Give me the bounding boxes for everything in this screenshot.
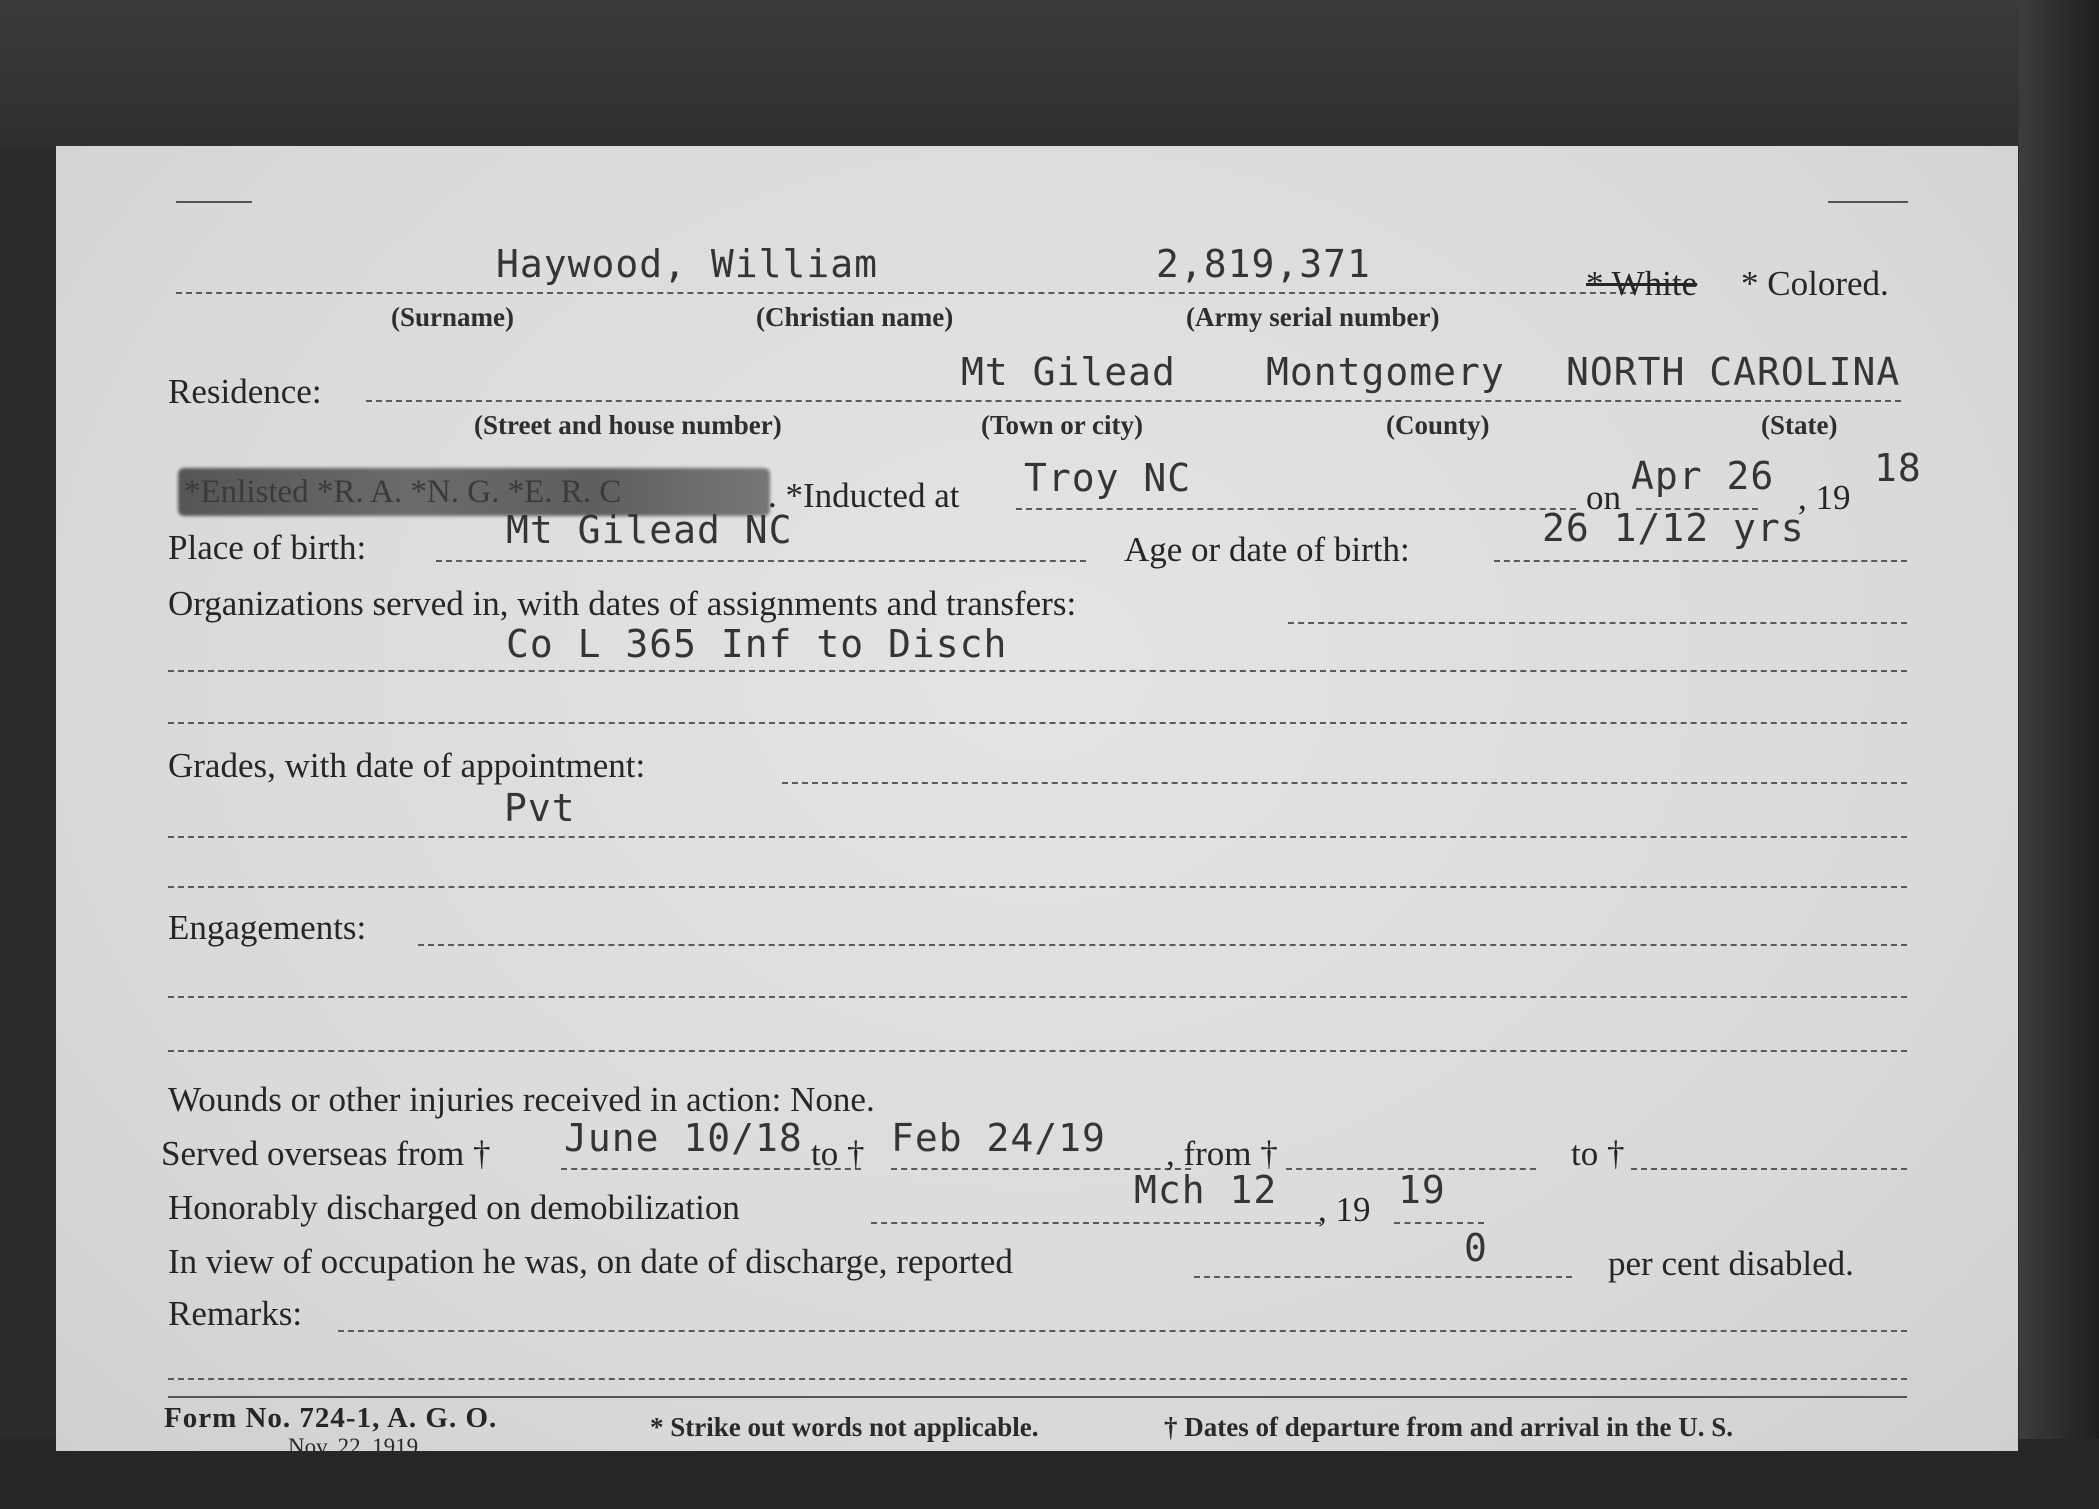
inducted-year: 18 — [1874, 446, 1922, 490]
residence-label: Residence: — [168, 372, 322, 411]
footnote-dates: † Dates of departure from and arrival in the U. S. — [1164, 1412, 1733, 1442]
white-option: * White — [1586, 264, 1698, 303]
service-record-card — [56, 146, 2018, 1459]
footnote-strike: * Strike out words not applicable. — [650, 1412, 1039, 1442]
discharge-year-line — [1394, 1222, 1484, 1224]
engagements-line-2 — [168, 996, 1907, 998]
grades-line-3 — [168, 886, 1907, 888]
corner-mark-left — [176, 201, 252, 203]
form-number: Form No. 724-1, A. G. O. — [164, 1402, 498, 1434]
overseas-from-date: June 10/18 — [564, 1116, 803, 1160]
discharge-year: 19 — [1398, 1168, 1446, 1212]
age-line — [1494, 560, 1907, 562]
surname-caption: (Surname) — [391, 302, 514, 332]
disability-value: 0 — [1464, 1226, 1488, 1270]
name-value: Haywood, William — [496, 242, 879, 286]
discharge-date-line — [871, 1222, 1321, 1224]
residence-state: NORTH CAROLINA — [1566, 350, 1901, 394]
footer-rule — [168, 1396, 1907, 1398]
colored-option: * Colored. — [1741, 264, 1889, 303]
county-caption: (County) — [1386, 410, 1490, 440]
remarks-label: Remarks: — [168, 1294, 303, 1333]
wounds-label: Wounds or other injuries received in action: None. — [168, 1080, 875, 1119]
disability-label: In view of occupation he was, on date of discharge, reported — [168, 1242, 1013, 1281]
on-label: on — [1586, 478, 1621, 517]
remarks-line-1 — [338, 1330, 1907, 1332]
inducted-label: . *Inducted at — [768, 476, 960, 515]
town-caption: (Town or city) — [981, 410, 1143, 440]
enlistment-options: *Enlisted *R. A. *N. G. *E. R. C — [184, 474, 622, 510]
birthplace-line — [436, 560, 1086, 562]
grades-line-1 — [782, 782, 1907, 784]
overseas-to-label: to † — [811, 1134, 865, 1173]
overseas-to2-line — [1631, 1168, 1907, 1170]
inducted-year-prefix: , 19 — [1798, 478, 1851, 517]
grades-label: Grades, with date of appointment: — [168, 746, 646, 785]
overseas-label: Served overseas from † — [161, 1134, 491, 1173]
christian-name-caption: (Christian name) — [756, 302, 954, 332]
inducted-date: Apr 26 — [1631, 454, 1775, 498]
disability-line — [1194, 1276, 1572, 1278]
residence-town: Mt Gilead — [961, 350, 1176, 394]
grades-line-2 — [168, 836, 1907, 838]
discharge-date: Mch 12 — [1134, 1168, 1278, 1212]
overseas-from2-label: , from † — [1166, 1134, 1278, 1173]
serial-caption: (Army serial number) — [1186, 302, 1440, 332]
engagements-line-3 — [168, 1050, 1907, 1052]
organizations-line-2 — [168, 670, 1907, 672]
remarks-line-2 — [168, 1378, 1907, 1380]
age-value: 26 1/12 yrs — [1542, 506, 1805, 550]
overseas-to2-label: to † — [1571, 1134, 1625, 1173]
scan-background-top — [0, 0, 2099, 150]
serial-value: 2,819,371 — [1156, 242, 1371, 286]
organizations-line-1 — [1288, 622, 1907, 624]
birthplace-label: Place of birth: — [168, 528, 367, 567]
disability-suffix: per cent disabled. — [1608, 1244, 1854, 1283]
corner-mark-right — [1828, 201, 1908, 203]
organizations-line-3 — [168, 722, 1907, 724]
age-label: Age or date of birth: — [1124, 530, 1410, 569]
discharge-label: Honorably discharged on demobilization — [168, 1188, 740, 1227]
residence-line — [366, 400, 1901, 402]
inducted-place-line — [1016, 508, 1576, 510]
grades-value: Pvt — [504, 786, 576, 830]
inducted-place: Troy NC — [1024, 456, 1192, 500]
engagements-label: Engagements: — [168, 908, 367, 947]
name-line — [176, 292, 1636, 294]
birthplace-value: Mt Gilead NC — [506, 508, 793, 552]
state-caption: (State) — [1761, 410, 1838, 440]
overseas-to-date: Feb 24/19 — [891, 1116, 1106, 1160]
street-caption: (Street and house number) — [474, 410, 782, 440]
discharge-year-prefix: , 19 — [1318, 1190, 1371, 1229]
residence-county: Montgomery — [1266, 350, 1505, 394]
form-date: Nov. 22, 1919. — [288, 1434, 424, 1459]
engagements-line-1 — [418, 944, 1907, 946]
organizations-label: Organizations served in, with dates of assignments and transfers: — [168, 584, 1077, 623]
scan-background-right — [2019, 0, 2099, 1509]
organizations-value: Co L 365 Inf to Disch — [506, 622, 1008, 666]
